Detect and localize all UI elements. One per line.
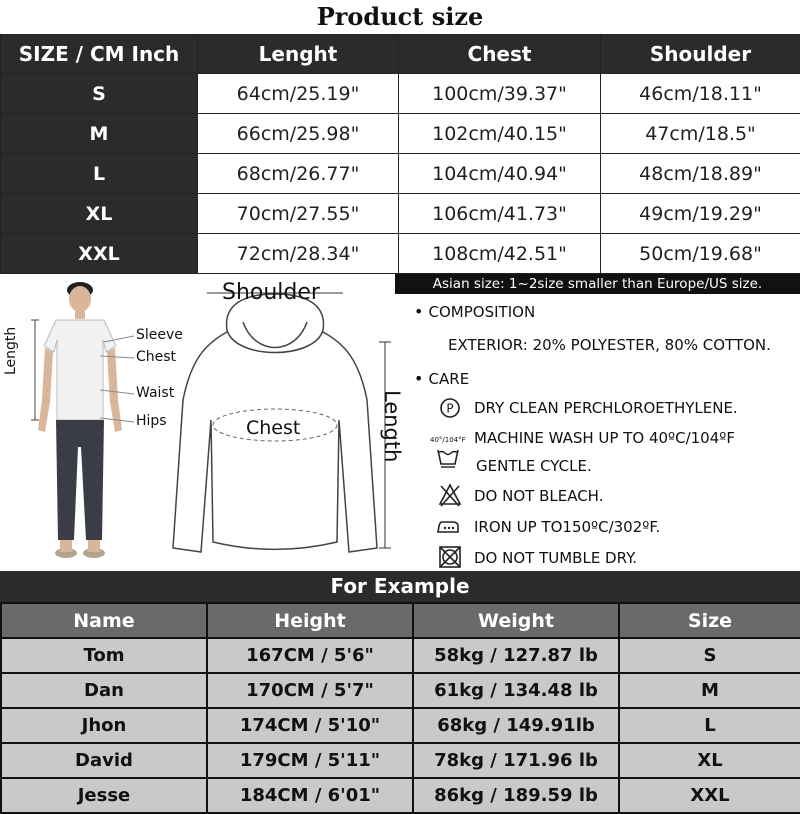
example-table	[0, 602, 800, 814]
length-cell: 64cm/25.19"	[198, 74, 399, 114]
shoulder-cell: 46cm/18.11"	[601, 74, 800, 114]
size-cell: XL	[1, 194, 198, 234]
shoulder-cell: 50cm/19.68"	[601, 234, 800, 274]
height-cell: 174CM / 5'10"	[207, 708, 413, 743]
model-hips-label: Hips	[136, 413, 167, 429]
care-heading: • CARE	[414, 369, 469, 388]
iron-icon	[436, 514, 460, 538]
name-cell: David	[1, 743, 207, 778]
shoulder-cell: 47cm/18.5"	[601, 114, 800, 154]
composition-heading-text: COMPOSITION	[429, 303, 536, 321]
svg-text:P: P	[446, 402, 453, 416]
header-name: Name	[1, 603, 207, 638]
name-cell: Jhon	[1, 708, 207, 743]
wash-temp-label: 40°/104°F	[430, 436, 466, 444]
height-cell: 167CM / 5'6"	[207, 638, 413, 673]
size-cell: XXL	[1, 234, 198, 274]
size-cell: L	[619, 708, 800, 743]
name-cell: Tom	[1, 638, 207, 673]
size-cell: S	[619, 638, 800, 673]
hoodie-chest-label: Chest	[246, 417, 300, 439]
hoodie-length-label: Length	[380, 390, 404, 462]
size-cell: XL	[619, 743, 800, 778]
shoulder-cell: 49cm/19.29"	[601, 194, 800, 234]
dry-clean-p-icon	[438, 396, 462, 420]
size-cell: XXL	[619, 778, 800, 813]
length-cell: 72cm/28.34"	[198, 234, 399, 274]
composition-heading: • COMPOSITION	[414, 302, 535, 321]
header-length: Lenght	[198, 35, 399, 74]
model-jeans	[56, 420, 104, 540]
model-tshirt	[44, 320, 116, 420]
do-not-tumble-dry-icon	[438, 545, 462, 569]
chest-cell: 102cm/40.15"	[399, 114, 601, 154]
model-waist-label: Waist	[136, 385, 174, 401]
weight-cell: 68kg / 149.91lb	[413, 708, 619, 743]
care-no-tumble-dry: DO NOT TUMBLE DRY.	[474, 549, 637, 567]
size-cell: M	[619, 673, 800, 708]
hoodie-shoulder-label: Shoulder	[222, 280, 320, 305]
height-cell: 179CM / 5'11"	[207, 743, 413, 778]
table-row	[1, 74, 800, 114]
table-row	[1, 194, 800, 234]
weight-cell: 58kg / 127.87 lb	[413, 638, 619, 673]
length-cell: 68cm/26.77"	[198, 154, 399, 194]
size-cell: M	[1, 114, 198, 154]
example-heading: For Example	[0, 571, 800, 602]
height-cell: 170CM / 5'7"	[207, 673, 413, 708]
size-cell: L	[1, 154, 198, 194]
header-weight: Weight	[413, 603, 619, 638]
height-cell: 184CM / 6'01"	[207, 778, 413, 813]
table-row	[1, 638, 800, 673]
model-left-arm	[38, 348, 53, 432]
header-size: Size	[619, 603, 800, 638]
table-row	[1, 708, 800, 743]
example-header-row	[1, 603, 800, 638]
chest-cell: 104cm/40.94"	[399, 154, 601, 194]
asian-size-note: Asian size: 1~2size smaller than Europe/US size.	[395, 274, 800, 294]
care-no-bleach: DO NOT BLEACH.	[474, 487, 603, 505]
table-row	[1, 154, 800, 194]
size-chart-header-row	[1, 35, 800, 74]
chest-cell: 106cm/41.73"	[399, 194, 601, 234]
size-cell: S	[1, 74, 198, 114]
table-row	[1, 114, 800, 154]
model-head	[69, 286, 91, 312]
chest-cell: 108cm/42.51"	[399, 234, 601, 274]
length-cell: 66cm/25.98"	[198, 114, 399, 154]
weight-cell: 86kg / 189.59 lb	[413, 778, 619, 813]
shoulder-cell: 48cm/18.89"	[601, 154, 800, 194]
table-row	[1, 234, 800, 274]
name-cell: Jesse	[1, 778, 207, 813]
header-height: Height	[207, 603, 413, 638]
care-iron: IRON UP TO150ºC/302ºF.	[474, 518, 660, 536]
table-row	[1, 778, 800, 813]
header-size: SIZE / CM Inch	[1, 35, 198, 74]
page-title: Product size	[0, 0, 800, 34]
header-shoulder: Shoulder	[601, 35, 800, 74]
care-dry-clean: DRY CLEAN PERCHLOROETHYLENE.	[474, 399, 738, 417]
do-not-bleach-icon	[438, 483, 462, 507]
table-row	[1, 743, 800, 778]
length-cell: 70cm/27.55"	[198, 194, 399, 234]
machine-wash-icon	[436, 444, 460, 468]
hoodie-outline	[173, 332, 377, 552]
weight-cell: 78kg / 171.96 lb	[413, 743, 619, 778]
model-length-label: Length	[3, 327, 19, 375]
care-machine-wash: MACHINE WASH UP TO 40ºC/104ºF	[474, 429, 735, 447]
size-chart-table	[0, 34, 800, 274]
model-sleeve-label: Sleeve	[136, 327, 183, 343]
composition-text: EXTERIOR: 20% POLYESTER, 80% COTTON.	[448, 336, 771, 354]
name-cell: Dan	[1, 673, 207, 708]
care-heading-text: CARE	[429, 370, 470, 388]
header-chest: Chest	[399, 35, 601, 74]
care-gentle-cycle: GENTLE CYCLE.	[476, 457, 592, 475]
table-row	[1, 673, 800, 708]
weight-cell: 61kg / 134.48 lb	[413, 673, 619, 708]
model-chest-label: Chest	[136, 349, 176, 365]
chest-cell: 100cm/39.37"	[399, 74, 601, 114]
